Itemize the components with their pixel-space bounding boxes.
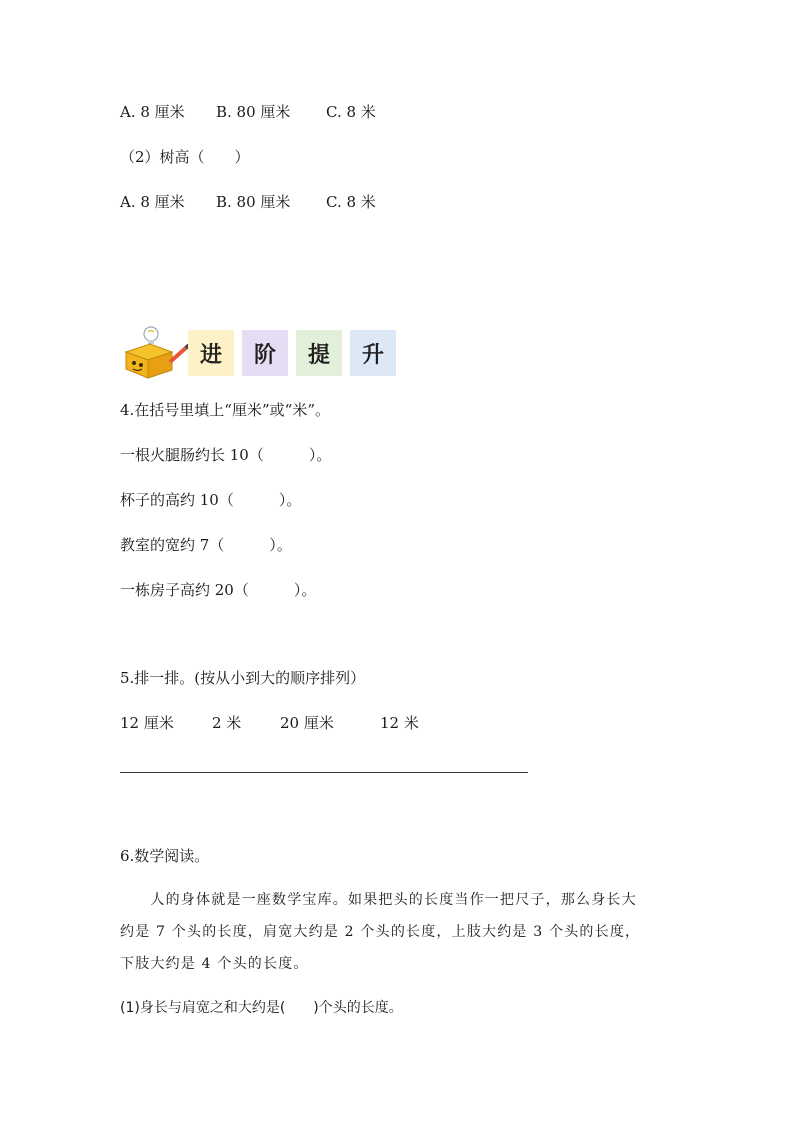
banner-tile-3 [296,330,342,376]
q6-title: 6.数学阅读。 [120,847,210,865]
option-b: B. 80 厘米 [216,193,291,211]
option-a: A. 8 厘米 [120,103,185,121]
option-c: C. 8 米 [326,103,376,121]
reading-line-1: 人的身体就是一座数学宝库。如果把头的长度当作一把尺子，那么身长大 [120,892,637,908]
q6-sub-question-1: (1)身长与肩宽之和大约是( )个头的长度。 [120,1000,403,1016]
banner-tile-1 [188,330,234,376]
q3-options-row-2 [120,192,376,212]
value-item: 12 厘米 [120,714,174,732]
q4-item-2: 杯子的高约 10（ ）。 [120,491,302,509]
answer-line [120,772,528,773]
treasure-box-lightbulb-icon [118,322,190,382]
q4-item-1: 一根火腿肠约长 10（ ）。 [120,446,332,464]
value-item: 2 米 [212,714,242,732]
banner-char: 提 [307,342,330,368]
banner-char: 进 [199,342,222,368]
q5-values-row [120,713,419,733]
banner-char: 阶 [253,342,276,368]
q4-item-4: 一栋房子高约 20（ ）。 [120,581,317,599]
q3-sub-question-2: （2）树高（ ） [120,148,250,166]
option-a: A. 8 厘米 [120,193,185,211]
section-banner [118,322,418,382]
reading-line-2: 约是 7 个头的长度，肩宽大约是 2 个头的长度，上肢大约是 3 个头的长度， [120,924,641,940]
q4-title: 4.在括号里填上“厘米”或“米”。 [120,401,330,419]
option-b: B. 80 厘米 [216,103,291,121]
reading-paragraph [120,884,665,980]
q4-item-3: 教室的宽约 7（ ）。 [120,536,292,554]
banner-tile-4 [350,330,396,376]
value-item: 12 米 [380,714,419,732]
q3-options-row-1 [120,102,376,122]
q5-title: 5.排一排。(按从小到大的顺序排列） [120,669,366,687]
banner-char: 升 [361,342,384,368]
reading-line-3: 下肢大约是 4 个头的长度。 [120,956,309,972]
option-c: C. 8 米 [326,193,376,211]
value-item: 20 厘米 [280,714,334,732]
banner-tile-2 [242,330,288,376]
